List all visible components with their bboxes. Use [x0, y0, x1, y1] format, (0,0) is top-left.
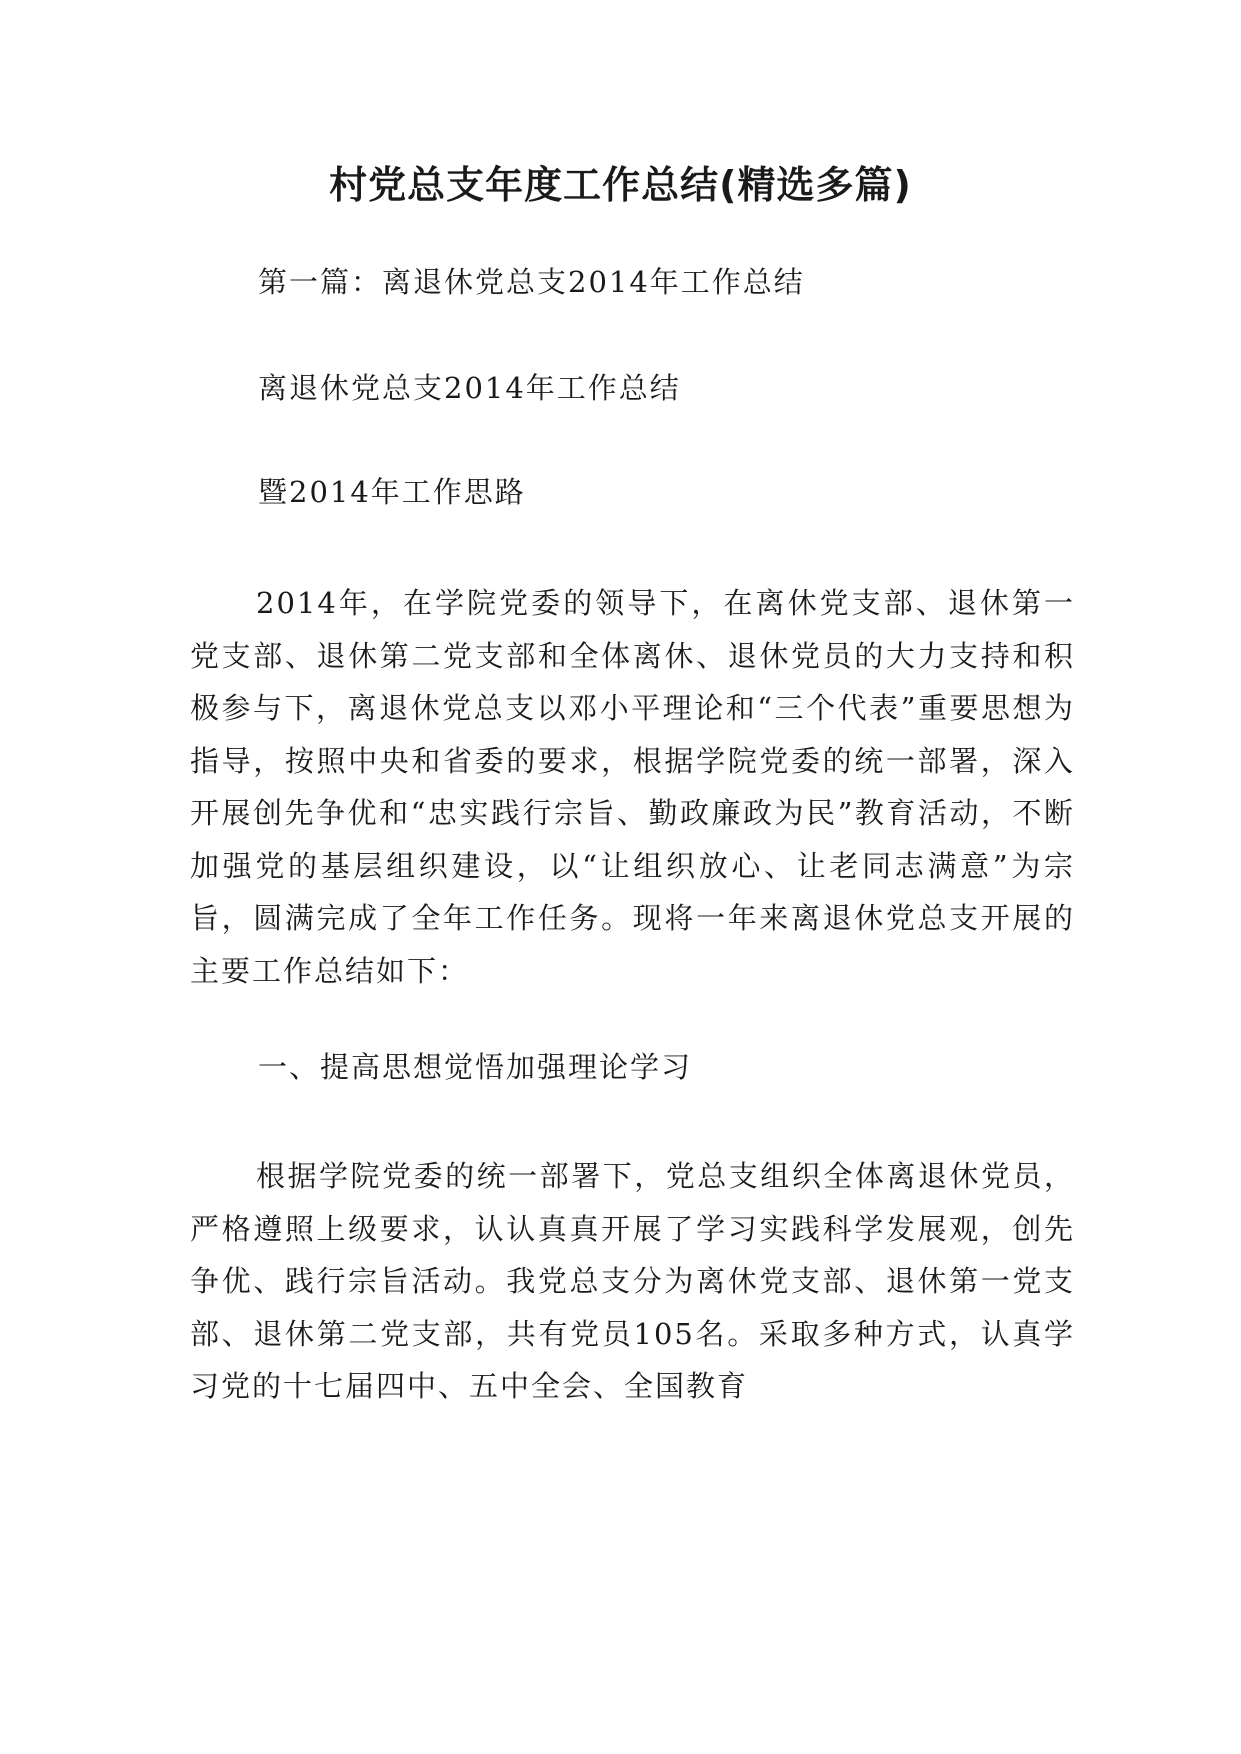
- subtitle-line-1: 离退休党总支2014年工作总结: [258, 371, 681, 405]
- paragraph-2: 根据学院党委的统一部署下，党总支组织全体离退休党员，严格遵照上级要求，认认真真开展了学习实践科学发展观，创先争优、践行宗旨活动。我党总支分为离休党支部、退休第一党支部、退休第二党支部，共有党员105名。采取多种方式，认真学习党的十七届四中、五中全会、全国教育: [190, 1159, 1075, 1403]
- heading-1: 一、提高思想觉悟加强理论学习: [258, 1050, 693, 1084]
- paragraph-1: 2014年，在学院党委的领导下，在离休党支部、退休第一党支部、退休第二党支部和全体离休、退休党员的大力支持和积极参与下，离退休党总支以邓小平理论和“三个代表”重要思想为指导，按照中央和省委的要求，根据学院党委的统一部署，深入开展创先争优和“忠实践行宗旨、勤政廉政为民”教育活动，不断加强党的基层组织建设，以“让组织放心、让老同志满意”为宗旨，圆满完成了全年工作任务。现将一年来离退休党总支开展的主要工作总结如下：: [190, 586, 1075, 988]
- document-title: 村党总支年度工作总结(精选多篇): [329, 163, 912, 207]
- subtitle-line-2: 暨2014年工作思路: [258, 475, 526, 509]
- section-heading: 第一篇：离退休党总支2014年工作总结: [258, 265, 805, 299]
